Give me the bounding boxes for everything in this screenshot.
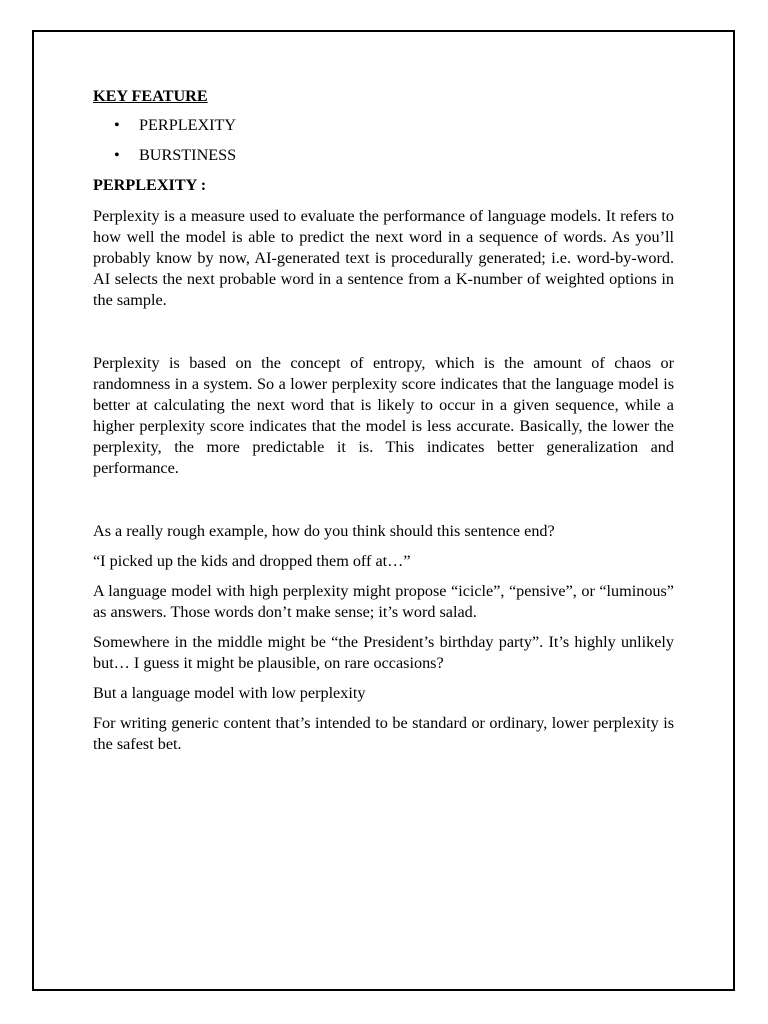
paragraph: For writing generic content that’s intended to be standard or ordinary, lower perplexity is the safest bet. — [93, 714, 674, 753]
paragraph: Somewhere in the middle might be “the President’s birthday party”. It’s highly unlikely but… I guess it might be plausible, on rare occasions? — [93, 633, 674, 672]
document-body — [93, 86, 674, 764]
paragraph: As a really rough example, how do you think should this sentence end? — [93, 522, 555, 540]
feature-list — [93, 115, 674, 166]
bullet-icon: • — [114, 116, 120, 134]
feature-label: BURSTINESS — [139, 146, 237, 164]
feature-label: PERPLEXITY — [139, 116, 237, 134]
quote-paragraph: “I picked up the kids and dropped them off at…” — [93, 552, 411, 570]
section-title: PERPLEXITY : — [93, 176, 207, 194]
list-item — [93, 145, 674, 166]
paragraph: But a language model with low perplexity — [93, 684, 366, 702]
bullet-icon: • — [114, 146, 120, 164]
list-item — [93, 115, 674, 136]
paragraph: Perplexity is a measure used to evaluate the performance of language models. It refers to how well the model is able to predict the next word in a sequence of words. As you’ll probably know by now, AI-generated text is procedurally generated; i.e. word-by-word. AI selects the next probable word in a sentence from a K-number of weighted options in the sample. — [93, 207, 674, 309]
paragraph: A language model with high perplexity might propose “icicle”, “pensive”, or “luminous” as answers. Those words don’t make sense; it’s word salad. — [93, 582, 674, 621]
key-feature-heading: KEY FEATURE — [93, 87, 208, 105]
paragraph: Perplexity is based on the concept of entropy, which is the amount of chaos or randomness in a system. So a lower perplexity score indicates that the language model is better at calculating the next word that is likely to occur in a given sequence, while a higher perplexity score indicates that the model is less accurate. Basically, the lower the perplexity, the more predictable it is. This indicates better generalization and performance. — [93, 354, 674, 477]
